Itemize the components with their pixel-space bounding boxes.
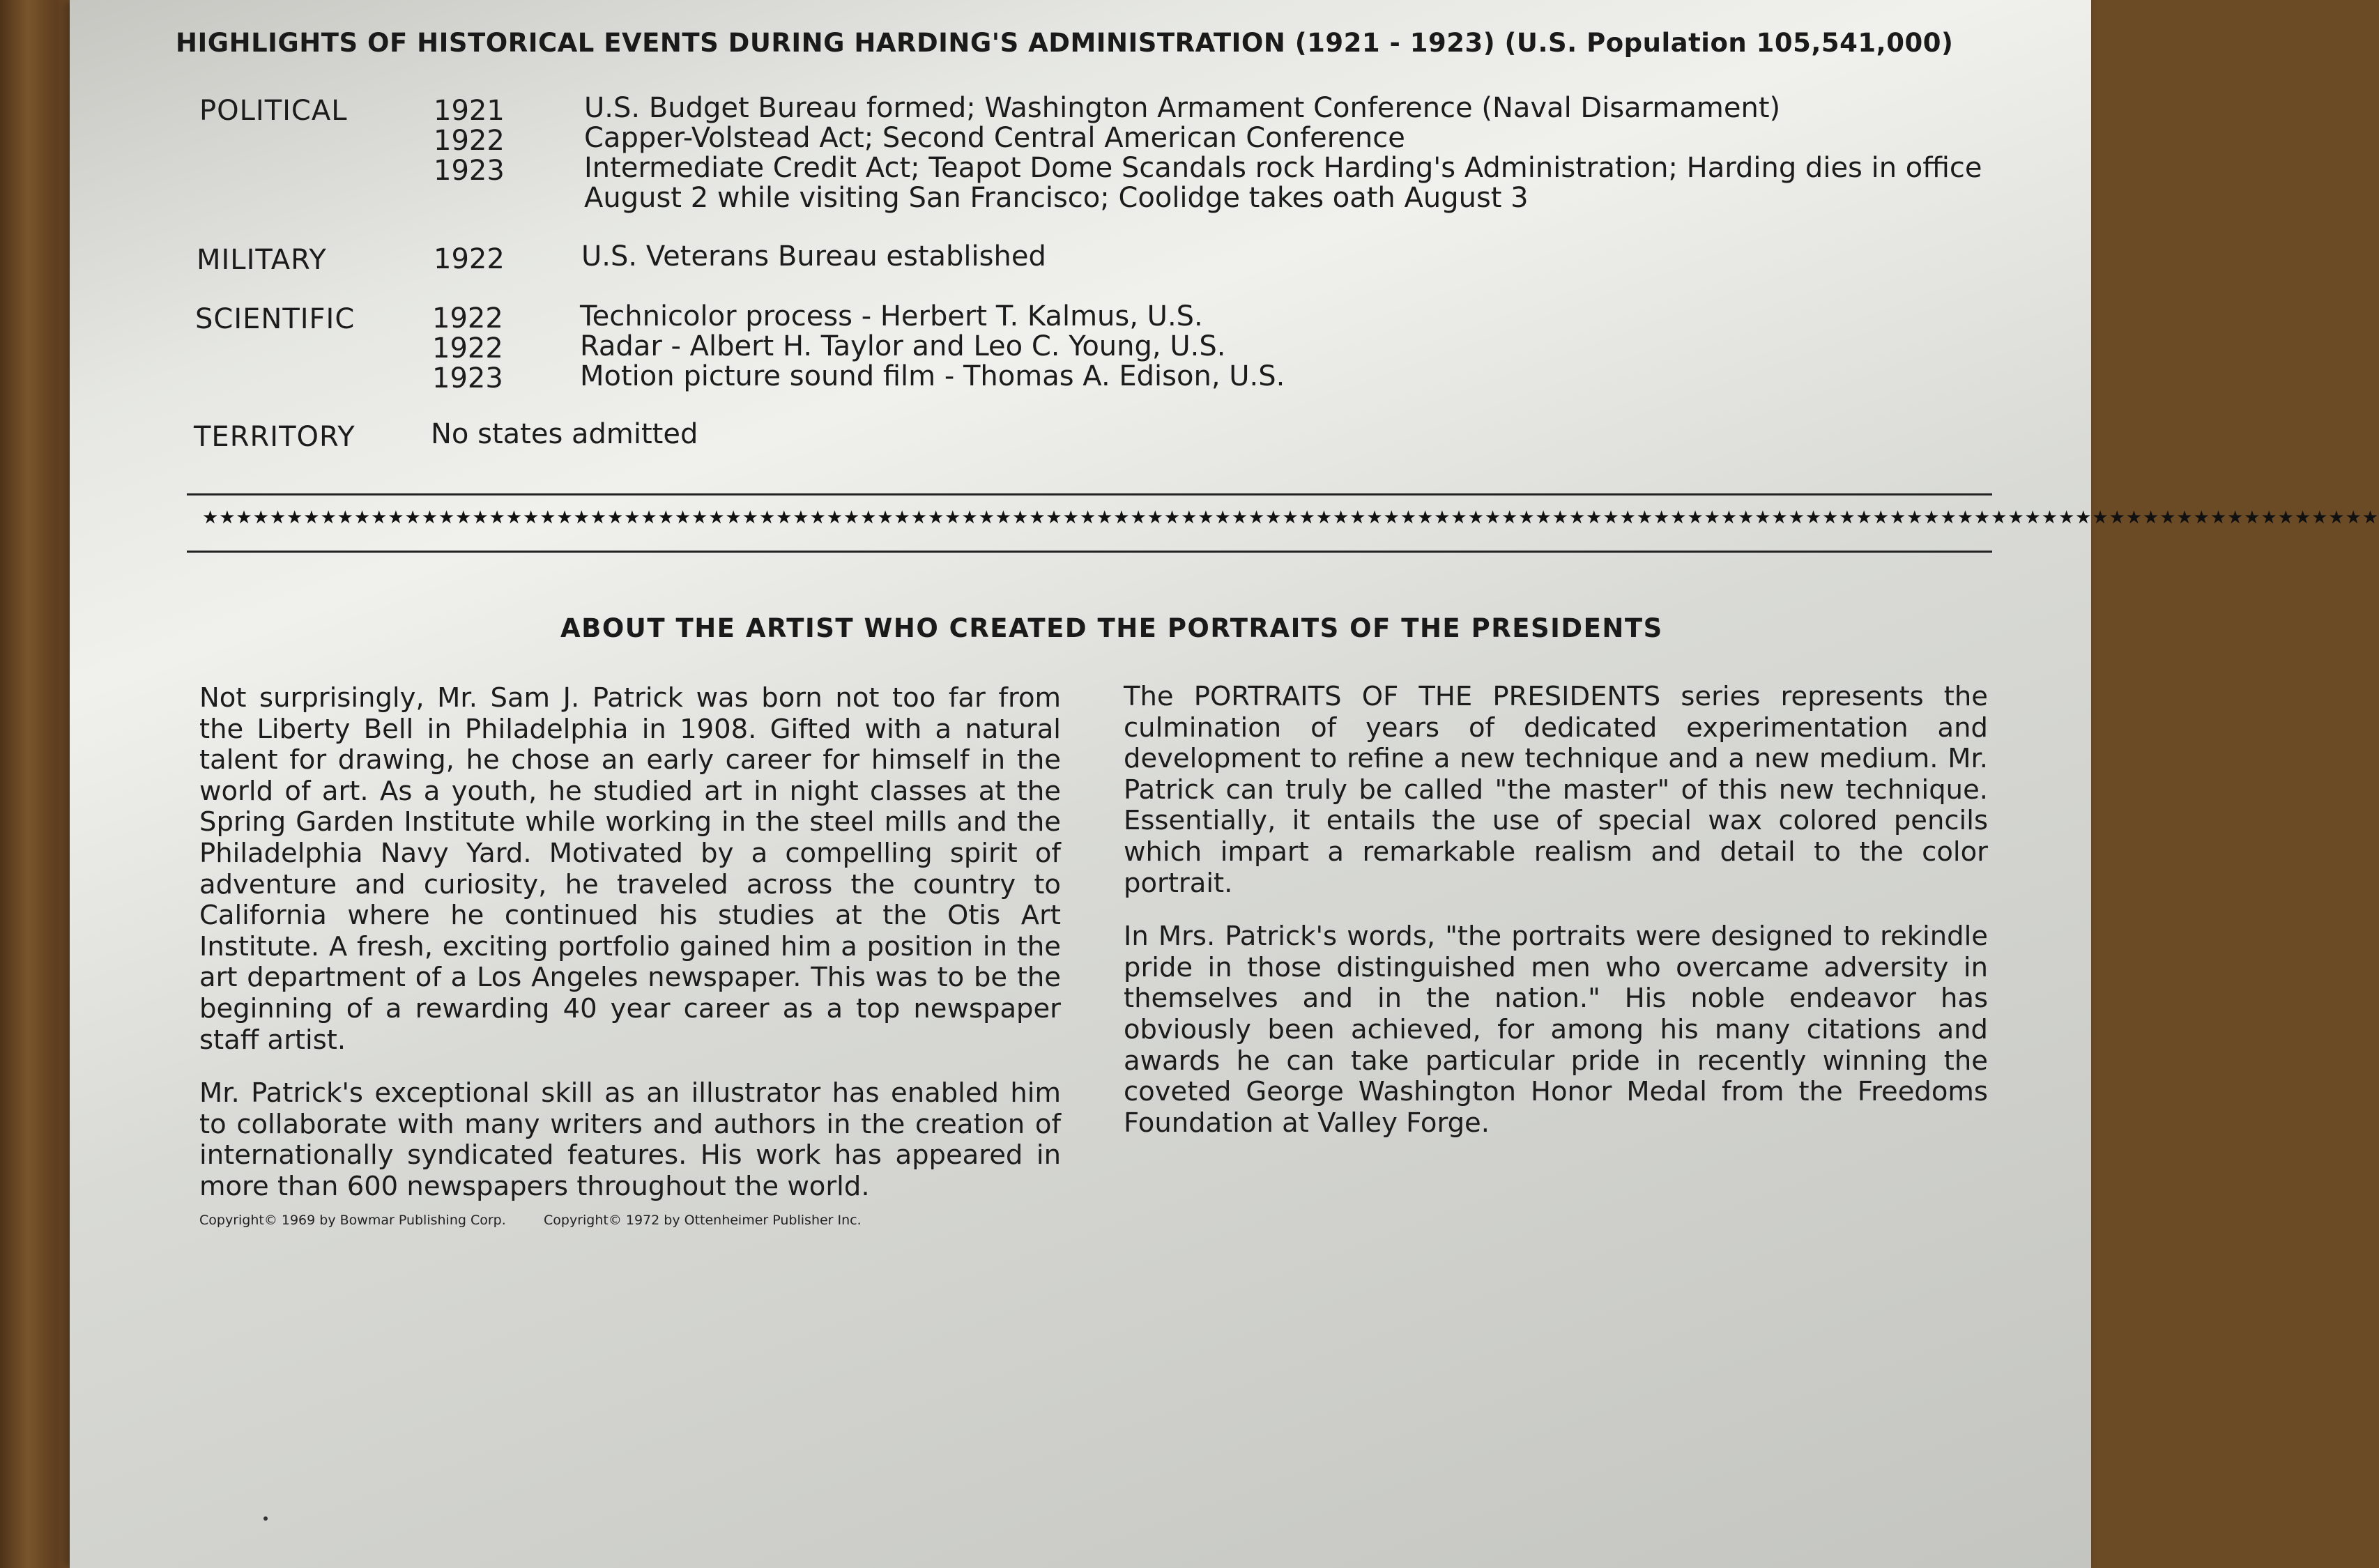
divider-bottom-rule	[187, 551, 1992, 553]
about-left-paragraph-1: Not surprisingly, Mr. Sam J. Patrick was born not too far from the Liberty Bell in Philadelphia in 1908. Gifted with a natural talent for drawing, he chose an early career for himself in the world of art. As a youth, he studied art in night classes at the Spring Garden Institute while working in the steel mills and the Philadelphia Navy Yard. Motivated by a compelling spirit of adventure and curiosity, he traveled across the country to California where he continued his studies at the Otis Art Institute. A fresh, exciting portfolio gained him a position in the art department of a Los Angeles newspaper. This was to be the beginning of a rewarding 40 year career as a top newspaper staff artist.	[199, 682, 1061, 1056]
category-political: POLITICAL	[199, 95, 348, 127]
event-scientific-3: Motion picture sound film - Thomas A. Edison, U.S.	[580, 360, 1285, 392]
about-right-paragraph-1: The PORTRAITS OF THE PRESIDENTS series represents the culmination of years of dedicated experimentation and development to refine a new technique and a new medium. Mr. Patrick can truly be called "the master" of this new technique. Essentially, it entails the use of special wax colored pencils which impart a remarkable realism and detail to the color portrait.	[1124, 681, 1988, 899]
year-political-2: 1922	[434, 125, 505, 157]
event-military-1: U.S. Veterans Bureau established	[581, 240, 1046, 272]
about-right-column	[1124, 682, 1988, 1161]
category-scientific: SCIENTIFIC	[195, 303, 355, 335]
year-scientific-2: 1922	[432, 332, 503, 364]
year-military-1: 1922	[434, 243, 505, 275]
about-right-paragraph-2: In Mrs. Patrick's words, "the portraits were designed to rekindle pride in those distinguished men who overcame adversity in themselves and in the nation." His noble endeavor has obviously been achieved, for among his many citations and awards he can take particular pride in recently winning the coveted George Washington Honor Medal from the Freedoms Foundation at Valley Forge.	[1124, 921, 1988, 1139]
event-territory-1: No states admitted	[431, 418, 698, 450]
category-military: MILITARY	[197, 244, 327, 276]
divider-top-rule	[187, 493, 1992, 495]
event-scientific-1: Technicolor process - Herbert T. Kalmus, U.S.	[580, 300, 1203, 332]
category-territory: TERRITORY	[194, 421, 355, 453]
event-political-4: August 2 while visiting San Francisco; Coolidge takes oath August 3	[584, 182, 1529, 214]
event-political-2: Capper-Volstead Act; Second Central American Conference	[584, 122, 1405, 154]
page-title: HIGHLIGHTS OF HISTORICAL EVENTS DURING HARDING'S ADMINISTRATION (1921 - 1923) (U.S. Population 105,541,000)	[176, 28, 1954, 58]
copyright-ottenheimer: Copyright© 1972 by Ottenheimer Publisher Inc.	[544, 1213, 862, 1228]
about-heading: ABOUT THE ARTIST WHO CREATED THE PORTRAITS OF THE PRESIDENTS	[560, 613, 1663, 643]
year-political-1: 1921	[434, 95, 505, 127]
year-political-3: 1923	[434, 155, 505, 187]
copyright-bowmar: Copyright© 1969 by Bowmar Publishing Corp.	[199, 1213, 506, 1228]
star-divider: ★★★★★★★★★★★★★★★★★★★★★★★★★★★★★★★★★★★★★★★★★★★★★★★★★★★★★★★★★★★★★★★★★★★★★★★★★★★★★★★★★★★★★★★★★★★★★★★★★★★★★★★★★★★★★★★★★★★★★★★★★★★★★★★★★	[202, 507, 2379, 528]
paper-speck	[263, 1516, 268, 1521]
year-scientific-3: 1923	[432, 362, 503, 394]
about-left-column	[199, 683, 1061, 1225]
about-left-paragraph-2: Mr. Patrick's exceptional skill as an illustrator has enabled him to collaborate with many writers and authors in the creation of internationally syndicated features. His work has appeared in more than 600 newspapers throughout the world.	[199, 1077, 1061, 1202]
event-political-3: Intermediate Credit Act; Teapot Dome Scandals rock Harding's Administration; Harding dies in office	[584, 152, 1982, 184]
event-political-1: U.S. Budget Bureau formed; Washington Armament Conference (Naval Disarmament)	[584, 92, 1781, 124]
event-scientific-2: Radar - Albert H. Taylor and Leo C. Young, U.S.	[580, 330, 1226, 362]
year-scientific-1: 1922	[432, 302, 503, 335]
